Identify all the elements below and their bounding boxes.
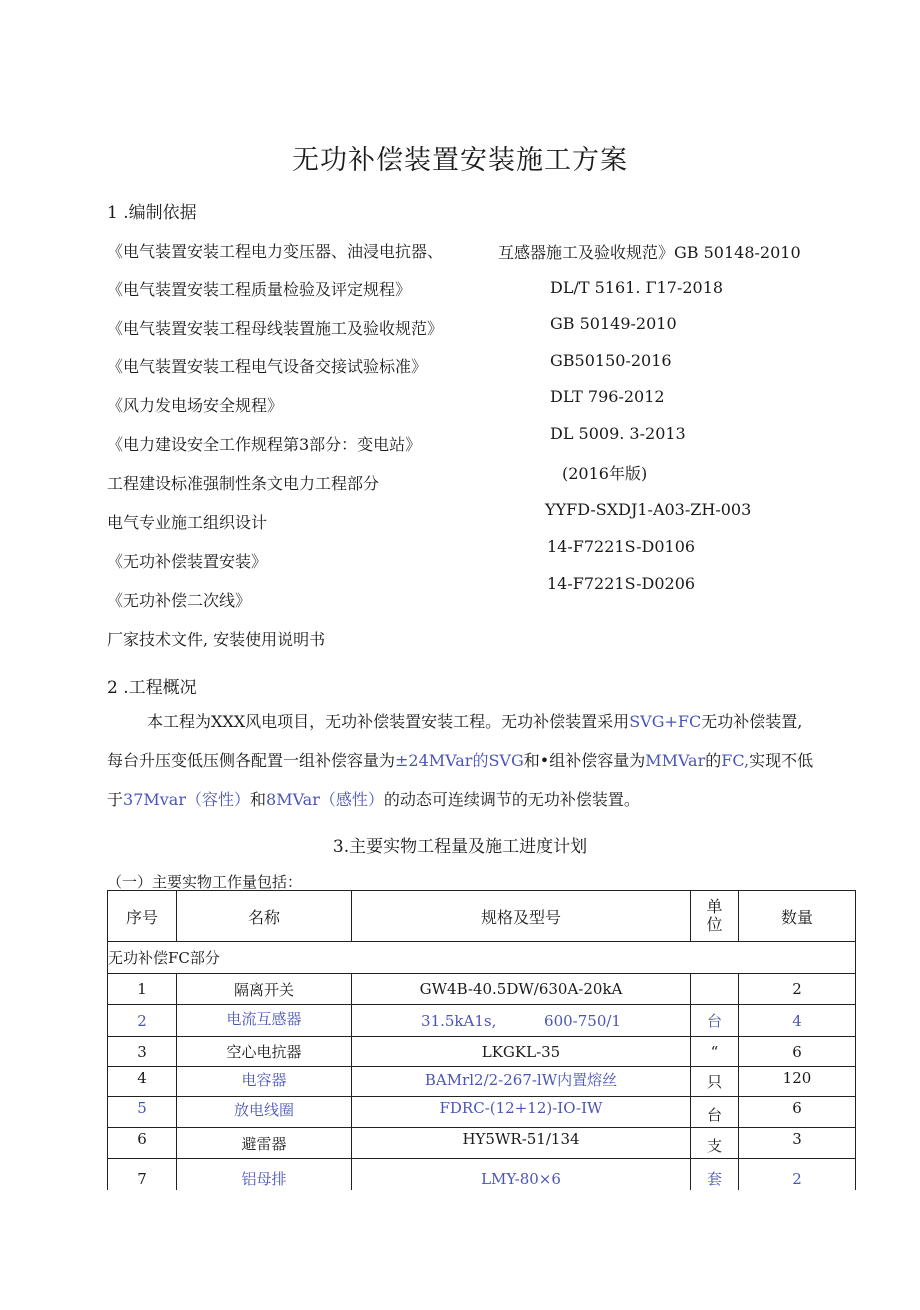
overview-line3-and: 和	[250, 790, 267, 809]
ref-name-7: 电气专业施工组织设计	[107, 513, 268, 532]
row-spec: FDRC-(12+12)-IO-IW	[352, 1097, 691, 1128]
row-unit: “	[691, 1037, 739, 1067]
page-bottom-mask	[107, 1190, 867, 1310]
ref-code-0: 互感器施工及验收规范》GB 50148-2010	[498, 243, 801, 262]
row-spec: HY5WR-51/134	[352, 1128, 691, 1159]
overview-line2-de: 的	[705, 751, 722, 770]
row-no: 1	[108, 974, 177, 1005]
row-qty: 3	[739, 1128, 856, 1159]
row-name: 隔离开关	[177, 974, 352, 1005]
overview-line2: 每台升压变低压侧各配置一组补偿容量为	[107, 751, 396, 770]
table-row	[108, 1097, 856, 1128]
ref-name-5: 《电力建设安全工作规程第3部分：变电站》	[107, 435, 422, 454]
ref-code-8: 14-F7221S-D0106	[547, 537, 696, 556]
col-name: 名称	[177, 891, 352, 942]
row-name: 空心电抗器	[177, 1037, 352, 1067]
ref-code-1: DL/T 5161. Γ17-2018	[550, 278, 724, 297]
overview-fc-capacity: MMVar	[645, 751, 706, 770]
overview-line2-mid: 和•组补偿容量为	[523, 751, 646, 770]
row-qty: 120	[739, 1067, 856, 1097]
table-row	[108, 974, 856, 1005]
section1-heading: 1 .编制依据	[107, 203, 197, 223]
table-row	[108, 1128, 856, 1159]
overview-svgfc: SVG+FC	[629, 712, 702, 731]
overview-inductive: 8MVar（感性）	[266, 790, 384, 809]
row-no: 6	[108, 1128, 177, 1159]
overview-capacitive: 37Mvar（容性）	[123, 790, 250, 809]
row-spec: LKGKL-35	[352, 1037, 691, 1067]
section3-heading: 3.主要实物工程量及施工进度计划	[332, 837, 588, 857]
table-row	[108, 1067, 856, 1097]
overview-line1: 本工程为XXX风电项目，无功补偿装置安装工程。无功补偿装置采用	[147, 712, 630, 731]
overview-paragraph	[107, 702, 867, 819]
section3-subheading: （一）主要实物工作量包括：	[107, 873, 303, 891]
row-qty: 4	[739, 1005, 856, 1037]
overview-line3: 于	[107, 790, 124, 809]
overview-svg-capacity: ±24MVar的SVG	[395, 751, 524, 770]
table-header-row	[108, 891, 856, 942]
row-spec: BAMrl2/2-267-lW内置熔丝	[352, 1067, 691, 1097]
ref-name-3: 《电气装置安装工程电气设备交接试验标准》	[107, 357, 428, 376]
row-unit: 台	[691, 1005, 739, 1037]
overview-line1-end: 无功补偿装置,	[701, 712, 803, 731]
ref-code-4: DLT 796-2012	[550, 387, 665, 406]
overview-line2-end: 实现不低	[749, 751, 814, 770]
row-spec: LMY-80×6	[352, 1159, 691, 1199]
col-no: 序号	[108, 891, 177, 942]
overview-line3-end: 的动态可连续调节的无功补偿装置。	[383, 790, 640, 809]
ref-name-0: 《电气装置安装工程电力变压器、油浸电抗器、	[107, 242, 444, 261]
row-name: 电流互感器	[177, 1005, 352, 1037]
ref-code-3: GB50150-2016	[550, 351, 672, 370]
ref-code-5: DL 5009. 3-2013	[550, 424, 686, 443]
col-spec: 规格及型号	[352, 891, 691, 942]
row-spec: GW4B-40.5DW/630A-20kA	[352, 974, 691, 1005]
ref-name-6: 工程建设标准强制性条文电力工程部分	[107, 474, 380, 493]
page-title: 无功补偿装置安装施工方案	[292, 145, 628, 176]
ref-code-7: YYFD-SXDJ1-A03-ZH-003	[545, 500, 752, 519]
ref-name-1: 《电气装置安装工程质量检验及评定规程》	[107, 280, 412, 299]
ref-name-2: 《电气装置安装工程母线装置施工及验收规范》	[107, 319, 444, 338]
row-name: 铝母排	[177, 1159, 352, 1199]
table-group-row	[108, 942, 856, 974]
row-no: 5	[108, 1097, 177, 1128]
table-row	[108, 1005, 856, 1037]
ref-name-10: 厂家技术文件, 安装使用说明书	[107, 630, 326, 649]
col-qty: 数量	[739, 891, 856, 942]
ref-name-4: 《风力发电场安全规程》	[107, 396, 284, 415]
ref-code-2: GB 50149-2010	[550, 314, 677, 333]
row-name: 放电线圈	[177, 1097, 352, 1128]
group-label: 无功补偿FC部分	[108, 942, 856, 974]
row-qty: 2	[739, 1159, 856, 1199]
row-unit: 套	[691, 1159, 739, 1199]
row-no: 4	[108, 1067, 177, 1097]
row-spec: 31.5kA1s, 600-750/1	[352, 1005, 691, 1037]
ref-code-6: (2016年版)	[562, 464, 648, 483]
row-unit: 只	[691, 1067, 739, 1097]
row-no: 2	[108, 1005, 177, 1037]
row-qty: 6	[739, 1037, 856, 1067]
ref-code-9: 14-F7221S-D0206	[547, 574, 696, 593]
row-unit: 台	[691, 1097, 739, 1128]
row-no: 7	[108, 1159, 177, 1199]
section2-heading: 2 .工程概况	[107, 678, 197, 698]
quantity-table	[107, 890, 856, 1199]
row-qty: 2	[739, 974, 856, 1005]
row-unit	[691, 974, 739, 1005]
col-unit: 单位	[691, 891, 739, 942]
ref-name-9: 《无功补偿二次线》	[107, 591, 252, 610]
row-name: 避雷器	[177, 1128, 352, 1159]
table-row	[108, 1037, 856, 1067]
row-no: 3	[108, 1037, 177, 1067]
row-name: 电容器	[177, 1067, 352, 1097]
overview-fc: FC,	[721, 751, 750, 770]
row-unit: 支	[691, 1128, 739, 1159]
row-qty: 6	[739, 1097, 856, 1128]
ref-name-8: 《无功补偿装置安装》	[107, 552, 268, 571]
